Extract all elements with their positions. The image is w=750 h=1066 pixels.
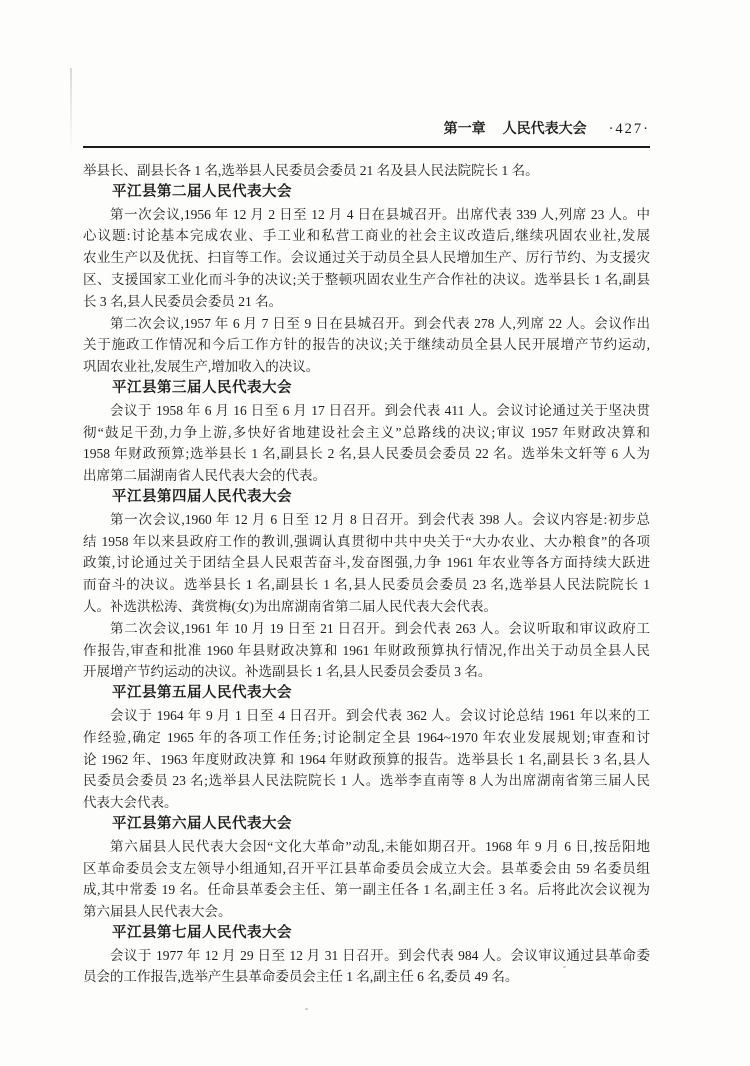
page-number: ·427· (608, 121, 650, 137)
text-line: 第六届县人民代表大会因“文化大革命”动乱,未能如期召开。1968 年 9 月 6 日,按岳阳地 (110, 838, 650, 854)
text-line: 政策,讨论通过关于团结全县人民艰苦奋斗,发奋图强,力争 1961 年农业等各方面持续大跃进 (83, 555, 650, 571)
text-line: 1958 年财政预算;选举县长 1 名,副县长 2 名,县人民委员会委员 22 名。选举朱文轩等 6 人为 (83, 446, 650, 462)
section-heading: 平江县第七届人民代表大会 (112, 924, 292, 941)
text-line: 而奋斗的决议。选举县长 1 名,副县长 1 名,县人民委员会委员 23 名,选举县人民法院院长 1 (83, 577, 650, 593)
text-line: 第二次会议,1957 年 6 月 7 日至 9 日在县城召开。到会代表 278 人,列席 22 人。会议作出 (110, 315, 650, 331)
text-line: 彻“鼓足干劲,力争上游,多快好省地建设社会主义”总路线的决议;审议 1957 年财政决算和 (83, 424, 650, 440)
section-heading: 平江县第五届人民代表大会 (112, 685, 292, 702)
page-body (83, 160, 650, 988)
section-heading: 平江县第三届人民代表大会 (112, 379, 292, 396)
text-line: 成,其中常委 19 名。任命县革委会主任、第一副主任各 1 名,副主任 3 名。后将此次会议视为 (83, 882, 650, 898)
text-line: 会议于 1977 年 12 月 29 日至 12 月 31 日召开。到会代表 984 人。会议审议通过县革命委 (110, 947, 650, 963)
text-line: 区革命委员会支左领导小组通知,召开平江县革命委员会成立大会。县革委会由 59 名委员组 (83, 860, 650, 876)
section-heading: 平江县第二届人民代表大会 (112, 183, 292, 200)
text-line: 论 1962 年、1963 年度财政决算 和 1964 年财政预算的报告。选举县长 1 名,副县长 3 名,县人 (83, 751, 650, 767)
text-line: 代表大会代表。 (83, 795, 178, 811)
text-line: 第二次会议,1961 年 10 月 19 日至 21 日召开。到会代表 263 人。会议听取和审议政府工 (110, 620, 650, 636)
running-header (83, 119, 650, 140)
text-line: 心议题:讨论基本完成农业、手工业和私营工商业的社会主议改造后,继续巩固农业社,发展 (83, 228, 650, 244)
text-line: 举县长、副县长各 1 名,选举县人民委员会委员 21 名及县人民法院院长 1 名。 (83, 163, 539, 178)
text-line: 民委员会委员 23 名;选举县人民法院院长 1 人。选举李直南等 8 人为出席湖南省第三届人民 (83, 773, 650, 789)
text-line: 长 3 名,县人民委员会委员 21 名。 (83, 293, 283, 309)
text-line: 出席第二届湖南省人民代表大会的代表。 (83, 468, 326, 484)
text-line: 作经验,确定 1965 年的各项工作任务;讨论制定全县 1964~1970 年农业发展规划;审查和讨 (83, 729, 650, 745)
text-line: 关于施政工作情况和今后工作方针的报告的决议;关于继续动员全县人民开展增产节约运动, (83, 337, 650, 353)
section-heading: 平江县第四届人民代表大会 (112, 488, 292, 505)
text-line: 第一次会议,1956 年 12 月 2 日至 12 月 4 日在县城召开。出席代表 339 人,列席 23 人。中 (110, 206, 650, 222)
text-line: 第六届县人民代表大会。 (83, 904, 232, 920)
section-title: 人民代表大会 (502, 122, 587, 137)
text-line: 巩固农业社,发展生产,增加收入的决议。 (83, 359, 320, 375)
header-rule (83, 146, 650, 148)
text-line: 作报告,审查和批准 1960 年县财政决算和 1961 年财政预算执行情况,作出关于动员全县人民 (83, 642, 650, 658)
scan-artifact-line (70, 68, 72, 153)
section-heading: 平江县第六届人民代表大会 (112, 815, 292, 832)
text-line: 开展增产节约运动的决议。补选副县长 1 名,县人民委员会委员 3 名。 (83, 664, 492, 680)
text-line: 农业生产以及优抚、扫盲等工作。会议通过关于动员全县人民增加生产、厉行节约、为支援灾 (83, 250, 650, 266)
text-line: 会议于 1958 年 6 月 16 日至 6 月 17 日召开。到会代表 411 人。会议讨论通过关于坚决贯 (110, 402, 650, 418)
text-line: 员会的工作报告,选举产生县革命委员会主任 1 名,副主任 6 名,委员 49 名。 (83, 969, 519, 985)
chapter-title: 第一章 (443, 122, 486, 137)
text-line: 结 1958 年以来县政府工作的教训,强调认真贯彻中共中央关于“大办农业、大办粮食”的各项 (83, 533, 650, 549)
scan-speck (305, 1008, 308, 1010)
text-line: 区、支援国家工业化而斗争的决议;关于整顿巩固农业生产合作社的决议。选举县长 1 名,副县 (83, 271, 650, 287)
text-line: 第一次会议,1960 年 12 月 6 日至 12 月 8 日召开。到会代表 398 人。会议内容是:初步总 (110, 511, 650, 527)
text-line: 会议于 1964 年 9 月 1 日至 4 日召开。到会代表 362 人。会议讨论总结 1961 年以来的工 (110, 707, 650, 723)
text-line: 人。补选洪松涛、龚赏梅(女)为出席湖南省第二届人民代表大会代表。 (83, 598, 497, 614)
page-content (83, 119, 650, 988)
